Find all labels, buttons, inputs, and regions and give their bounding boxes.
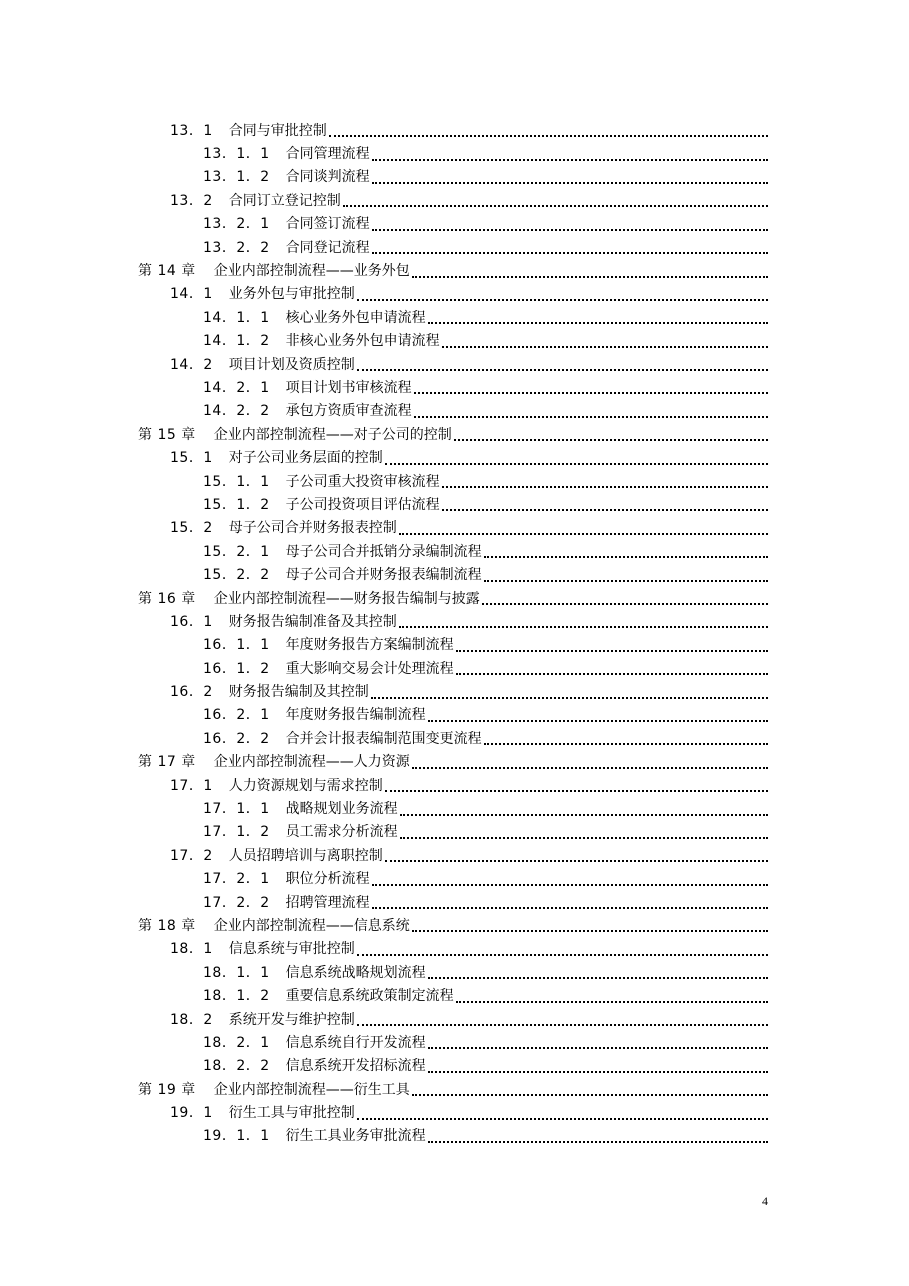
toc-entry-title: 信息系统战略规划流程	[285, 964, 426, 981]
dot-leader	[484, 742, 768, 745]
toc-entry-number: 18．2．2	[203, 1058, 270, 1075]
toc-entry-title: 重大影响交易会计处理流程	[285, 660, 454, 677]
toc-entry-title: 母子公司合并财务报表控制	[228, 520, 397, 537]
toc-entry-number: 16．1	[170, 613, 213, 630]
toc-entry-title: 合同登记流程	[285, 239, 370, 256]
toc-entry-number: 18．1	[170, 941, 213, 958]
toc-entry-number: 19．1	[170, 1105, 213, 1122]
toc-entry-number: 17．1．1	[203, 801, 270, 818]
toc-entry-number: 第 16 章	[138, 590, 196, 607]
dot-leader	[456, 649, 768, 652]
toc-entry-number: 13．2．1	[203, 216, 270, 233]
toc-entry[interactable]	[0, 634, 768, 657]
toc-entry-title: 母子公司合并抵销分录编制流程	[285, 543, 482, 560]
dot-leader	[372, 883, 768, 886]
toc-entry-number: 15．2．2	[203, 567, 270, 584]
toc-entry-number: 16．2	[170, 684, 213, 701]
toc-entry-title: 年度财务报告方案编制流程	[285, 637, 454, 654]
dot-leader	[428, 1046, 768, 1049]
toc-entry-number: 14．2．1	[203, 379, 270, 396]
toc-chapter-entry[interactable]	[0, 423, 768, 446]
toc-entry-number: 13．1．1	[203, 146, 270, 163]
toc-entry[interactable]	[0, 189, 768, 212]
toc-entry[interactable]	[0, 797, 768, 820]
toc-chapter-entry[interactable]	[0, 1078, 768, 1101]
dot-leader	[329, 134, 768, 137]
dot-leader	[399, 532, 768, 535]
toc-entry[interactable]	[0, 657, 768, 680]
toc-entry-title: 重要信息系统政策制定流程	[285, 988, 454, 1005]
toc-entry[interactable]	[0, 283, 768, 306]
dot-leader	[357, 953, 768, 956]
dot-leader	[399, 625, 768, 628]
dot-leader	[357, 298, 768, 301]
toc-chapter-entry[interactable]	[0, 751, 768, 774]
toc-entry[interactable]	[0, 446, 768, 469]
toc-entry-title: 合同订立登记控制	[228, 192, 341, 209]
toc-entry[interactable]	[0, 961, 768, 984]
toc-entry-title: 财务报告编制准备及其控制	[228, 613, 397, 630]
toc-entry[interactable]	[0, 1055, 768, 1078]
toc-entry[interactable]	[0, 868, 768, 891]
toc-entry[interactable]	[0, 610, 768, 633]
dot-leader	[357, 368, 768, 371]
toc-entry-title: 核心业务外包申请流程	[285, 309, 426, 326]
dot-leader	[372, 158, 768, 161]
table-of-contents	[0, 119, 909, 1148]
toc-entry-title: 信息系统自行开发流程	[285, 1034, 426, 1051]
toc-entry-number: 14．2	[170, 356, 213, 373]
toc-entry-title: 衍生工具业务审批流程	[285, 1128, 426, 1145]
dot-leader	[412, 275, 768, 278]
toc-entry-title: 子公司重大投资审核流程	[285, 473, 440, 490]
dot-leader	[400, 813, 768, 816]
toc-entry-number: 14．1．1	[203, 309, 270, 326]
toc-entry[interactable]	[0, 166, 768, 189]
toc-entry-number: 18．2	[170, 1011, 213, 1028]
toc-entry-number: 18．1．1	[203, 964, 270, 981]
dot-leader	[372, 251, 768, 254]
toc-entry[interactable]	[0, 540, 768, 563]
toc-entry[interactable]	[0, 563, 768, 586]
toc-entry[interactable]	[0, 517, 768, 540]
toc-entry[interactable]	[0, 330, 768, 353]
toc-entry[interactable]	[0, 376, 768, 399]
toc-entry-number: 第 15 章	[138, 426, 196, 443]
toc-entry-title: 承包方资质审查流程	[285, 403, 412, 420]
toc-entry-number: 16．1．2	[203, 660, 270, 677]
toc-entry-title: 业务外包与审批控制	[228, 286, 355, 303]
toc-entry-title: 企业内部控制流程——信息系统	[213, 917, 410, 934]
toc-entry[interactable]	[0, 1101, 768, 1124]
toc-entry-title: 非核心业务外包申请流程	[285, 333, 440, 350]
toc-entry-title: 母子公司合并财务报表编制流程	[285, 567, 482, 584]
dot-leader	[357, 1023, 768, 1026]
dot-leader	[454, 438, 768, 441]
toc-entry-number: 第 19 章	[138, 1081, 196, 1098]
dot-leader	[414, 391, 768, 394]
toc-entry-number: 14．1	[170, 286, 213, 303]
dot-leader	[484, 579, 768, 582]
toc-entry-number: 15．2．1	[203, 543, 270, 560]
toc-entry-title: 员工需求分析流程	[285, 824, 398, 841]
toc-entry-title: 年度财务报告编制流程	[285, 707, 426, 724]
toc-entry[interactable]	[0, 470, 768, 493]
toc-entry-number: 15．1．2	[203, 496, 270, 513]
dot-leader	[482, 602, 768, 605]
toc-entry-number: 16．2．2	[203, 730, 270, 747]
toc-entry-number: 17．1．2	[203, 824, 270, 841]
dot-leader	[371, 696, 768, 699]
dot-leader	[412, 1093, 768, 1096]
toc-entry-title: 合并会计报表编制范围变更流程	[285, 730, 482, 747]
toc-entry[interactable]	[0, 236, 768, 259]
toc-entry[interactable]	[0, 142, 768, 165]
toc-entry-title: 企业内部控制流程——财务报告编制与披露	[213, 590, 480, 607]
toc-entry-title: 职位分析流程	[285, 871, 370, 888]
toc-entry[interactable]	[0, 844, 768, 867]
dot-leader	[428, 1140, 768, 1143]
toc-entry-number: 17．1	[170, 777, 213, 794]
dot-leader	[484, 555, 768, 558]
toc-entry-title: 企业内部控制流程——人力资源	[213, 754, 410, 771]
toc-entry-title: 企业内部控制流程——衍生工具	[213, 1081, 410, 1098]
toc-entry-number: 17．2	[170, 847, 213, 864]
dot-leader	[385, 462, 768, 465]
toc-entry-number: 14．1．2	[203, 333, 270, 350]
toc-entry-title: 合同与审批控制	[228, 122, 327, 139]
toc-entry-number: 15．2	[170, 520, 213, 537]
dot-leader	[357, 1117, 768, 1120]
toc-entry[interactable]	[0, 1125, 768, 1148]
toc-entry[interactable]	[0, 119, 768, 142]
toc-entry-title: 企业内部控制流程——业务外包	[213, 263, 410, 280]
toc-entry[interactable]	[0, 938, 768, 961]
toc-entry-number: 第 18 章	[138, 917, 196, 934]
dot-leader	[428, 321, 768, 324]
toc-entry[interactable]	[0, 704, 768, 727]
toc-entry-number: 16．2．1	[203, 707, 270, 724]
toc-entry[interactable]	[0, 213, 768, 236]
toc-entry[interactable]	[0, 353, 768, 376]
dot-leader	[343, 204, 768, 207]
toc-entry-title: 信息系统与审批控制	[228, 941, 355, 958]
dot-leader	[372, 181, 768, 184]
toc-entry-number: 13．2．2	[203, 239, 270, 256]
toc-entry-title: 衍生工具与审批控制	[228, 1105, 355, 1122]
dot-leader	[385, 789, 768, 792]
dot-leader	[412, 929, 768, 932]
toc-entry-number: 13．2	[170, 192, 213, 209]
toc-entry[interactable]	[0, 821, 768, 844]
dot-leader	[428, 976, 768, 979]
toc-entry-title: 项目计划及资质控制	[228, 356, 355, 373]
dot-leader	[414, 415, 768, 418]
dot-leader	[456, 672, 768, 675]
toc-entry-number: 13．1．2	[203, 169, 270, 186]
toc-entry-number: 15．1．1	[203, 473, 270, 490]
toc-entry[interactable]	[0, 1008, 768, 1031]
toc-entry-number: 第 14 章	[138, 263, 196, 280]
dot-leader	[372, 906, 768, 909]
toc-entry-number: 第 17 章	[138, 754, 196, 771]
toc-entry-number: 18．1．2	[203, 988, 270, 1005]
toc-entry-title: 人力资源规划与需求控制	[228, 777, 383, 794]
toc-entry-title: 合同谈判流程	[285, 169, 370, 186]
dot-leader	[385, 859, 768, 862]
toc-entry[interactable]	[0, 727, 768, 750]
toc-entry-title: 人员招聘培训与离职控制	[228, 847, 383, 864]
toc-entry-title: 子公司投资项目评估流程	[285, 496, 440, 513]
toc-entry-number: 16．1．1	[203, 637, 270, 654]
toc-entry[interactable]	[0, 984, 768, 1007]
toc-entry-number: 18．2．1	[203, 1034, 270, 1051]
dot-leader	[442, 345, 768, 348]
toc-entry-number: 17．2．2	[203, 894, 270, 911]
toc-entry-title: 合同管理流程	[285, 146, 370, 163]
toc-entry-number: 15．1	[170, 450, 213, 467]
dot-leader	[456, 1000, 768, 1003]
dot-leader	[428, 1070, 768, 1073]
toc-entry-title: 对子公司业务层面的控制	[228, 450, 383, 467]
dot-leader	[442, 508, 768, 511]
toc-entry[interactable]	[0, 680, 768, 703]
dot-leader	[372, 228, 768, 231]
toc-chapter-entry[interactable]	[0, 259, 768, 282]
toc-entry[interactable]	[0, 400, 768, 423]
toc-entry-title: 招聘管理流程	[285, 894, 370, 911]
dot-leader	[428, 719, 768, 722]
page-number: 4	[762, 1194, 768, 1208]
dot-leader	[442, 485, 768, 488]
toc-entry-title: 系统开发与维护控制	[228, 1011, 355, 1028]
toc-entry-title: 战略规划业务流程	[285, 801, 398, 818]
toc-entry[interactable]	[0, 774, 768, 797]
toc-entry[interactable]	[0, 493, 768, 516]
toc-entry-title: 合同签订流程	[285, 216, 370, 233]
toc-entry-title: 项目计划书审核流程	[285, 379, 412, 396]
toc-entry-number: 14．2．2	[203, 403, 270, 420]
dot-leader	[412, 766, 768, 769]
toc-entry-title: 企业内部控制流程——对子公司的控制	[213, 426, 452, 443]
toc-entry[interactable]	[0, 891, 768, 914]
toc-entry[interactable]	[0, 306, 768, 329]
toc-chapter-entry[interactable]	[0, 914, 768, 937]
toc-entry-number: 13．1	[170, 122, 213, 139]
toc-entry[interactable]	[0, 1031, 768, 1054]
toc-entry-number: 19．1．1	[203, 1128, 270, 1145]
toc-entry-title: 财务报告编制及其控制	[228, 684, 369, 701]
toc-entry-number: 17．2．1	[203, 871, 270, 888]
toc-entry-title: 信息系统开发招标流程	[285, 1058, 426, 1075]
dot-leader	[400, 836, 768, 839]
toc-chapter-entry[interactable]	[0, 587, 768, 610]
